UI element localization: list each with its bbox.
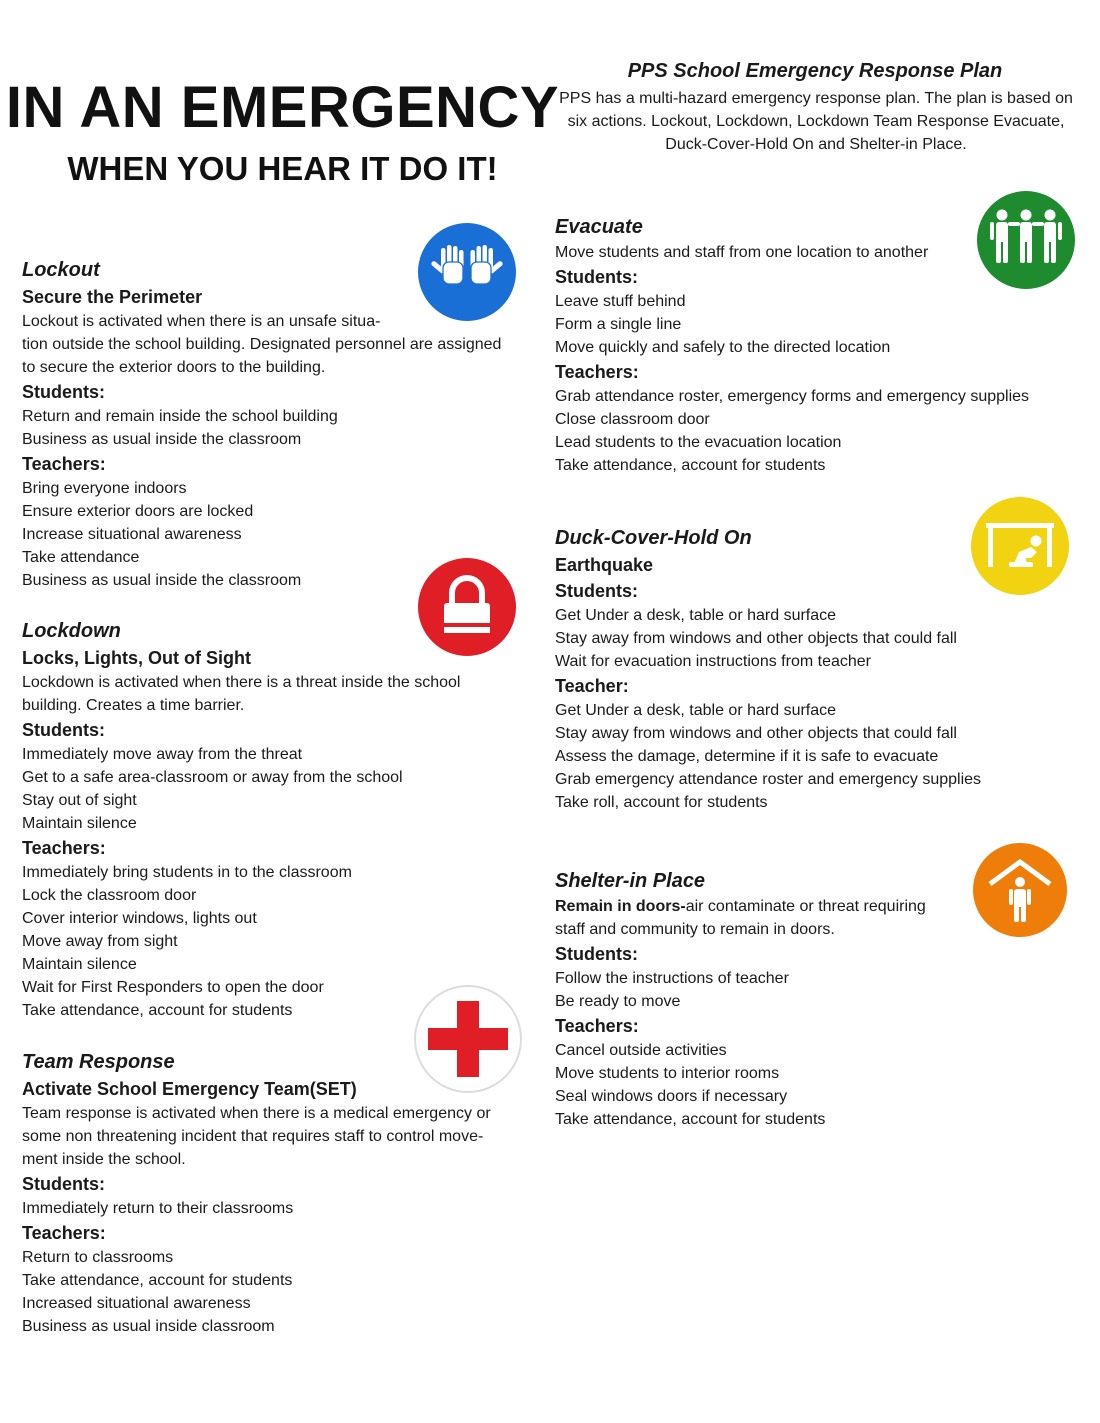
list-item: Immediately return to their classrooms [22, 1200, 294, 1217]
list-item: Get to a safe area-classroom or away from the school [22, 769, 403, 786]
students-label: Students: [555, 944, 638, 964]
teachers-label: Teachers: [22, 838, 106, 858]
list-item: Take attendance, account for students [22, 1002, 293, 1019]
list-item: Take attendance, account for students [22, 1272, 293, 1289]
list-item: Take attendance [22, 549, 140, 566]
section-subheading: Activate School Emergency Team(SET) [22, 1079, 357, 1099]
list-item: Immediately bring students in to the classroom [22, 864, 352, 881]
teachers-label: Teachers: [555, 1016, 639, 1036]
section-heading: Team Response [22, 1051, 175, 1073]
description-line: staff and community to remain in doors. [555, 921, 835, 938]
list-item: Take attendance, account for students [555, 457, 826, 474]
description-line: Lockdown is activated when there is a threat inside the school [22, 674, 461, 691]
page-subtitle: WHEN YOU HEAR IT DO IT! [67, 150, 498, 187]
list-item: Wait for evacuation instructions from teacher [555, 653, 871, 670]
description-line: Move students and staff from one location to another [555, 244, 929, 261]
list-item: Cancel outside activities [555, 1042, 727, 1059]
duck-under-table-icon [969, 496, 1071, 596]
list-item: Stay away from windows and other objects that could fall [555, 630, 957, 647]
section-lockdown [22, 617, 547, 1022]
list-item: Business as usual inside classroom [22, 1318, 275, 1335]
list-item: Ensure exterior doors are locked [22, 503, 254, 520]
section-subheading: Earthquake [555, 555, 654, 575]
students-label: Students: [555, 267, 638, 287]
teachers-label: Teachers: [22, 1223, 106, 1243]
list-item: Return and remain inside the school building [22, 408, 338, 425]
section-subheading: Secure the Perimeter [22, 287, 203, 307]
description-bold: Remain in doors- [555, 898, 686, 915]
list-item: Cover interior windows, lights out [22, 910, 257, 927]
teachers-label: Teachers: [555, 362, 639, 382]
list-item: Leave stuff behind [555, 293, 686, 310]
icon-circle [418, 223, 516, 321]
hands-up-icon [417, 222, 517, 322]
list-item: Increase situational awareness [22, 526, 242, 543]
list-item: Close classroom door [555, 411, 710, 428]
list-item: Take roll, account for students [555, 794, 768, 811]
list-item: Assess the damage, determine if it is safe to evacuate [555, 748, 939, 765]
red-cross-icon [412, 984, 524, 1094]
list-item: Wait for First Responders to open the door [22, 979, 324, 996]
description-line: tion outside the school building. Designated personnel are assigned [22, 336, 502, 353]
list-item: Move students to interior rooms [555, 1065, 780, 1082]
list-item: Return to classrooms [22, 1249, 174, 1266]
section-heading: Shelter-in Place [555, 870, 706, 892]
list-item: Seal windows doors if necessary [555, 1088, 788, 1105]
list-item: Bring everyone indoors [22, 480, 187, 497]
list-item: Follow the instructions of teacher [555, 970, 789, 987]
list-item: Maintain silence [22, 956, 137, 973]
students-label: Students: [22, 720, 105, 740]
list-item: Increased situational awareness [22, 1295, 251, 1312]
students-label: Students: [555, 581, 638, 601]
list-item: Take attendance, account for students [555, 1111, 826, 1128]
list-item: Maintain silence [22, 815, 137, 832]
padlock-icon [417, 557, 517, 657]
list-item: Grab attendance roster, emergency forms and emergency supplies [555, 388, 1030, 405]
list-item: Business as usual inside the classroom [22, 431, 302, 448]
list-item: Be ready to move [555, 993, 681, 1010]
list-item: Lead students to the evacuation location [555, 434, 842, 451]
description-line: to secure the exterior doors to the building. [22, 359, 326, 376]
description-line: building. Creates a time barrier. [22, 697, 245, 714]
section-heading: Evacuate [555, 216, 643, 238]
list-item: Business as usual inside the classroom [22, 572, 302, 589]
shelter-person-icon [972, 842, 1068, 938]
description-line: ment inside the school. [22, 1151, 186, 1168]
section-heading: Duck-Cover-Hold On [555, 527, 752, 549]
list-item: Stay out of sight [22, 792, 137, 809]
list-item: Immediately move away from the threat [22, 746, 303, 763]
list-item: Grab emergency attendance roster and emergency supplies [555, 771, 982, 788]
list-item: Form a single line [555, 316, 682, 333]
plan-description: PPS has a multi-hazard emergency response plan. The plan is based on six actions. Lockout, Lockdown, Lockdown Team Response Evacuate, Duck-Cover-Hold On and Shelter-in Place. [559, 90, 1073, 153]
description-line: some non threatening incident that requires staff to control move- [22, 1128, 484, 1145]
list-item: Move away from sight [22, 933, 178, 950]
list-item: Stay away from windows and other objects that could fall [555, 725, 957, 742]
cross-horizontal [428, 1028, 508, 1050]
teachers-label: Teachers: [22, 454, 106, 474]
section-heading: Lockout [22, 259, 100, 281]
description-line: Lockout is activated when there is an unsafe situa- [22, 313, 381, 330]
description-rest: air contaminate or threat requiring [685, 898, 926, 915]
people-group-icon [975, 190, 1077, 290]
page-title: IN AN EMERGENCY [5, 75, 560, 140]
plan-title: PPS School Emergency Response Plan [627, 60, 1003, 82]
students-label: Students: [22, 1174, 105, 1194]
students-label: Students: [22, 382, 105, 402]
list-item: Get Under a desk, table or hard surface [555, 607, 837, 624]
section-heading: Lockdown [22, 620, 121, 642]
icon-circle [971, 497, 1069, 595]
description-line: Team response is activated when there is a medical emergency or [22, 1105, 491, 1122]
list-item: Lock the classroom door [22, 887, 197, 904]
list-item: Get Under a desk, table or hard surface [555, 702, 837, 719]
teachers-label: Teacher: [555, 676, 629, 696]
list-item: Move quickly and safely to the directed location [555, 339, 891, 356]
section-subheading: Locks, Lights, Out of Sight [22, 648, 251, 668]
